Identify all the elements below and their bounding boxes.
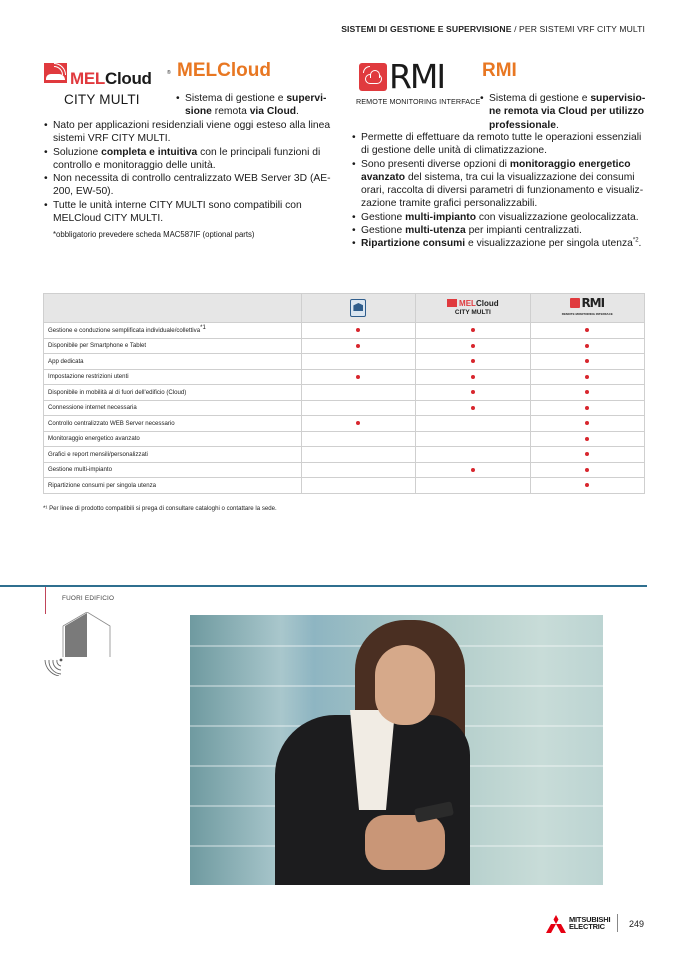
building-icon — [62, 612, 112, 662]
feature-available-dot — [585, 328, 589, 332]
mark-cell-rmi — [530, 354, 644, 370]
rmi-bullet: • Ripartizione consumi e visualizzazione per singola utenza$^{*2}$. — [352, 237, 648, 250]
table-row — [44, 369, 645, 385]
rmi-title: RMI — [482, 60, 517, 81]
table-row — [44, 447, 645, 463]
melcloud-intro — [176, 92, 334, 119]
table-footnote: *¹ Per linee di prodotto compatibili si prega di consultare cataloghi o contattare la sede. — [43, 505, 277, 512]
mark-cell-rmi — [530, 323, 644, 339]
comparison-table — [43, 293, 645, 494]
table-row — [44, 400, 645, 416]
column-header-rmi — [530, 294, 644, 323]
section-header-rest: / PER SISTEMI VRF CITY MULTI — [511, 24, 645, 34]
section-divider — [0, 585, 647, 587]
location-label: FUORI EDIFICIO — [62, 595, 115, 602]
section-header — [341, 24, 645, 34]
mark-cell-melcloud-city-multi — [416, 431, 530, 447]
mark-cell-rmi — [530, 338, 644, 354]
feature-available-dot — [356, 328, 360, 332]
feature-available-dot — [585, 452, 589, 456]
mark-cell-melcloud-city-multi — [416, 400, 530, 416]
section-header-bold: SISTEMI DI GESTIONE E SUPERVISIONE — [341, 24, 512, 34]
feature-available-dot — [585, 483, 589, 487]
mark-cell-melcloud-city-multi — [416, 478, 530, 494]
feature-available-dot — [585, 406, 589, 410]
mitsubishi-diamonds-icon — [546, 915, 566, 933]
table-row — [44, 431, 645, 447]
melcloud-note: *obbligatorio prevedere scheda MAC587IF (optional parts) — [53, 230, 255, 240]
section-marker — [45, 587, 46, 614]
registered-mark: ® — [167, 70, 171, 76]
mark-cell-home-app — [301, 400, 415, 416]
melcloud-bullet: • Non necessita di controllo centralizzato WEB Server 3D (AE-200, EW-50). — [44, 172, 334, 199]
mark-cell-home-app — [301, 354, 415, 370]
mitsubishi-electric-logo: MITSUBISHI ELECTRIC — [569, 915, 611, 931]
mark-cell-home-app — [301, 416, 415, 432]
melcloud-title: MELCloud — [177, 60, 271, 81]
feature-cell: App dedicata — [44, 354, 302, 370]
mark-cell-home-app — [301, 338, 415, 354]
column-header-melcloud — [416, 294, 530, 323]
rmi-logo-text: RMI — [389, 57, 445, 96]
table-row — [44, 478, 645, 494]
business-woman-photo — [190, 615, 603, 885]
mark-cell-melcloud-city-multi — [416, 354, 530, 370]
mark-cell-rmi — [530, 385, 644, 401]
rmi-cloud-icon — [359, 63, 387, 91]
mark-cell-melcloud-city-multi — [416, 323, 530, 339]
rmi-intro-item: • Sistema di gestione e supervisio-ne remota via Cloud per utilizzo professionale. — [480, 92, 648, 132]
mark-cell-melcloud-city-multi — [416, 369, 530, 385]
mark-cell-home-app — [301, 478, 415, 494]
feature-cell: Connessione internet necessaria — [44, 400, 302, 416]
rmi-bullet: • Sono presenti diverse opzioni di monitoraggio energetico avanzato del sistema, tra cui la visualizzazione dei consumi orari, raccolta di diversi parametri di funzionamento e visualiz-zazione tramite grafici personalizzabili. — [352, 158, 648, 211]
table-row — [44, 385, 645, 401]
feature-available-dot — [356, 375, 360, 379]
feature-available-dot — [585, 375, 589, 379]
melcloud-bullet: • Soluzione completa e intuitiva con le principali funzioni di controllo e monitoraggio delle unità. — [44, 146, 334, 173]
feature-available-dot — [585, 344, 589, 348]
feature-available-dot — [471, 468, 475, 472]
mark-cell-home-app — [301, 385, 415, 401]
melcloud-logo-icon — [447, 299, 457, 307]
mark-cell-home-app — [301, 369, 415, 385]
feature-available-dot — [585, 437, 589, 441]
mark-cell-melcloud-city-multi — [416, 385, 530, 401]
feature-available-dot — [585, 468, 589, 472]
rmi-bullet: • Permette di effettuare da remoto tutte le operazioni essenziali di gestione delle unità di climatizzazione. — [352, 131, 648, 158]
rmi-logo — [356, 57, 481, 111]
table-row — [44, 462, 645, 478]
table-row — [44, 354, 645, 370]
rmi-bullet: • Gestione multi-utenza per impianti centralizzati. — [352, 224, 648, 237]
feature-available-dot — [585, 421, 589, 425]
mark-cell-melcloud-city-multi — [416, 447, 530, 463]
table-row — [44, 416, 645, 432]
rmi-bullet-list — [352, 131, 648, 251]
footer-divider — [617, 914, 618, 932]
melcloud-logo-icon — [44, 63, 67, 83]
mark-cell-melcloud-city-multi — [416, 338, 530, 354]
mark-cell-home-app — [301, 323, 415, 339]
rmi-logo-subtitle: REMOTE MONITORING INTERFACE — [356, 97, 481, 106]
feature-cell: Gestione e conduzione semplificata individuale/collettiva$^{*1}$ — [44, 323, 302, 339]
feature-available-dot — [471, 406, 475, 410]
feature-available-dot — [585, 390, 589, 394]
melcloud-bullet: • Nato per applicazioni residenziali viene oggi esteso alla linea sistemi VRF CITY MULTI. — [44, 119, 334, 146]
table-row — [44, 323, 645, 339]
rmi-cloud-icon — [570, 298, 580, 308]
rmi-mini-logo: RMI REMOTE MONITORING INTERFACE — [561, 296, 613, 316]
feature-column-header — [44, 294, 302, 323]
feature-cell: Disponibile per Smartphone e Tablet — [44, 338, 302, 354]
feature-available-dot — [585, 359, 589, 363]
feature-cell: Ripartizione consumi per singola utenza — [44, 478, 302, 494]
feature-available-dot — [471, 375, 475, 379]
mark-cell-rmi — [530, 400, 644, 416]
feature-cell: Disponibile in mobilità al di fuori dell'edificio (Cloud) — [44, 385, 302, 401]
feature-available-dot — [471, 390, 475, 394]
feature-cell: Grafici e report mensili/personalizzati — [44, 447, 302, 463]
melcloud-logo-text: MELCloud — [70, 69, 152, 88]
mark-cell-rmi — [530, 447, 644, 463]
melcloud-bullet-list — [44, 119, 334, 242]
feature-available-dot — [471, 344, 475, 348]
feature-available-dot — [356, 421, 360, 425]
column-header-home-app — [301, 294, 415, 323]
melcloud-intro-item: • Sistema di gestione e supervi-sione remota via Cloud. — [176, 92, 334, 119]
melcloud-logo — [44, 61, 176, 111]
feature-cell: Controllo centralizzato WEB Server necessario — [44, 416, 302, 432]
page-number: 249 — [629, 919, 645, 929]
feature-cell: Gestione multi-impianto — [44, 462, 302, 478]
mark-cell-melcloud-city-multi — [416, 462, 530, 478]
mark-cell-rmi — [530, 369, 644, 385]
feature-available-dot — [356, 344, 360, 348]
mark-cell-home-app — [301, 462, 415, 478]
rmi-bullet: • Gestione multi-impianto con visualizzazione geolocalizzata. — [352, 211, 648, 224]
mark-cell-rmi — [530, 416, 644, 432]
mark-cell-melcloud-city-multi — [416, 416, 530, 432]
feature-available-dot — [471, 359, 475, 363]
mark-cell-home-app — [301, 431, 415, 447]
mark-cell-home-app — [301, 447, 415, 463]
melcloud-mini-logo: MELCloud CITY MULTI — [447, 299, 499, 317]
feature-cell: Impostazione restrizioni utenti — [44, 369, 302, 385]
table-header-row — [44, 294, 645, 323]
melcloud-bullet: • Tutte le unità interne CITY MULTI sono compatibili con MELCloud CITY MULTI. — [44, 199, 334, 226]
feature-cell: Monitoraggio energetico avanzato — [44, 431, 302, 447]
wireless-signal-icon — [44, 656, 64, 676]
feature-available-dot — [471, 328, 475, 332]
mark-cell-rmi — [530, 478, 644, 494]
mark-cell-rmi — [530, 431, 644, 447]
melcloud-logo-subtitle: CITY MULTI — [64, 92, 140, 107]
mark-cell-rmi — [530, 462, 644, 478]
building-app-icon — [350, 299, 366, 317]
rmi-intro — [480, 92, 648, 132]
table-row — [44, 338, 645, 354]
